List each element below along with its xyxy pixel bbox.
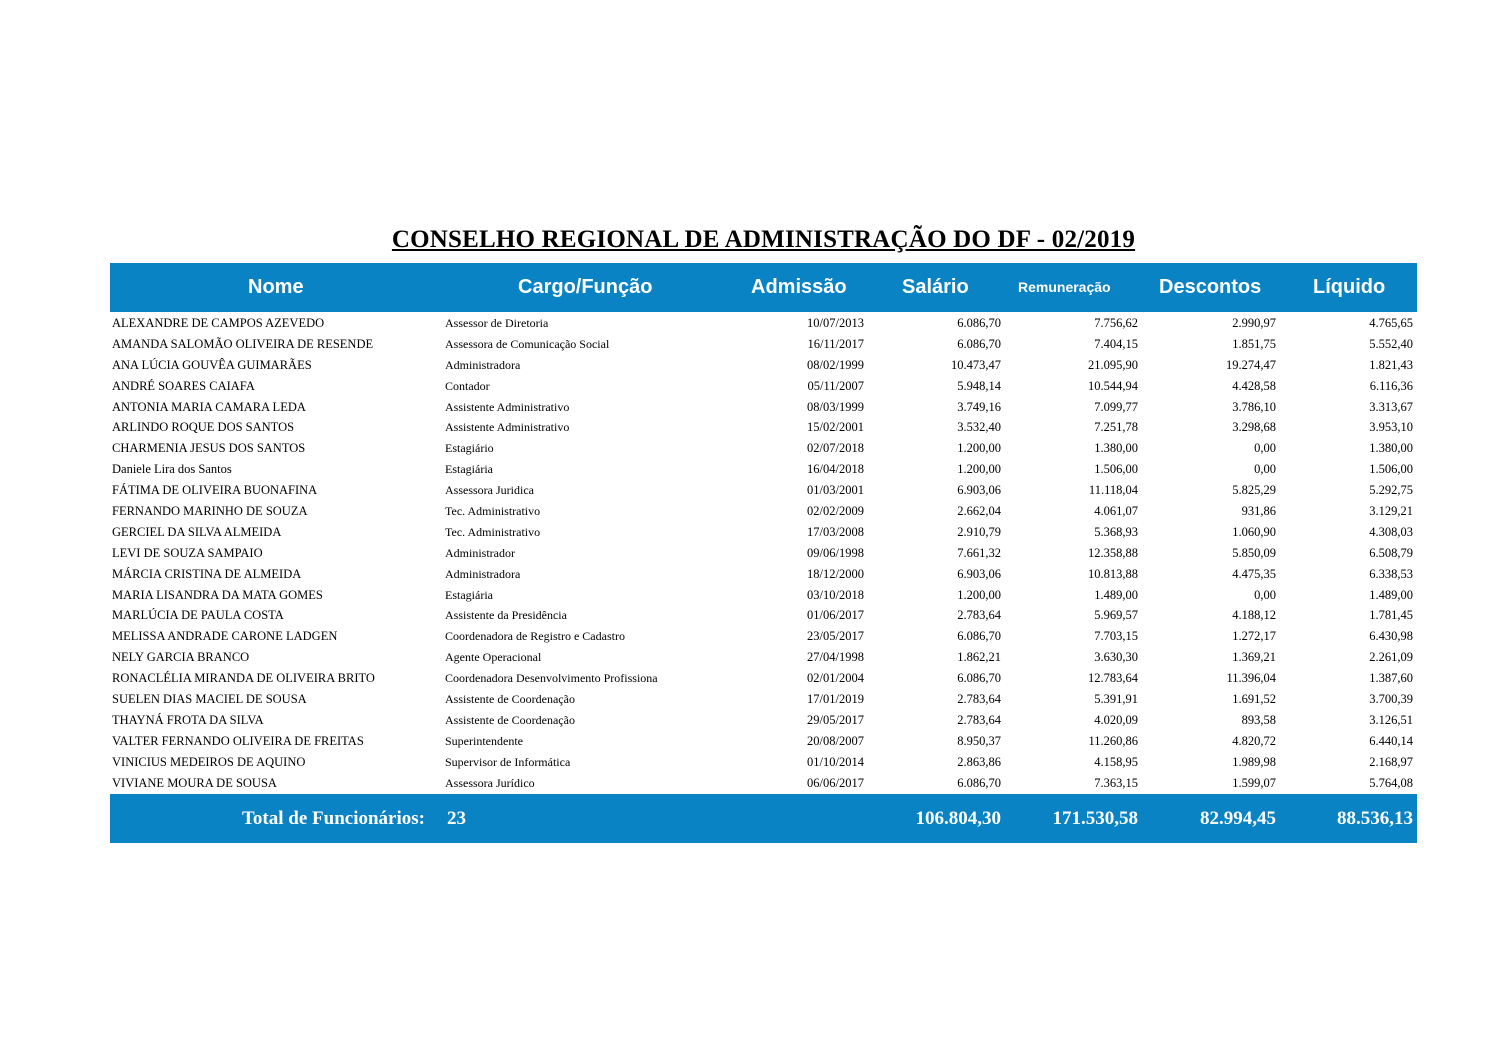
total-liquido: 88.536,13 — [1337, 808, 1413, 829]
cell-liquido: 6.508,79 — [1369, 545, 1413, 560]
column-header-cargo: Cargo/Função — [518, 276, 653, 298]
table-row — [110, 397, 1417, 418]
table-row — [110, 501, 1417, 522]
cell-liquido: 6.116,36 — [1369, 378, 1413, 393]
cell-nome: ANA LÚCIA GOUVÊA GUIMARÃES — [112, 357, 312, 372]
cell-descontos: 1.060,90 — [1232, 524, 1276, 539]
cell-remuneracao: 10.813,88 — [1088, 566, 1138, 581]
cell-liquido: 6.430,98 — [1369, 629, 1413, 644]
cell-salario: 2.662,04 — [957, 504, 1001, 519]
cell-descontos: 2.990,97 — [1232, 316, 1276, 330]
table-row — [110, 689, 1417, 710]
cell-liquido: 3.129,21 — [1369, 504, 1413, 519]
cell-remuneracao: 4.158,95 — [1094, 754, 1138, 769]
cell-liquido: 4.765,65 — [1369, 316, 1413, 330]
cell-descontos: 4.820,72 — [1232, 733, 1276, 748]
cell-admissao: 02/07/2018 — [807, 441, 864, 456]
cell-admissao: 06/06/2017 — [807, 775, 864, 790]
cell-cargo: Tec. Administrativo — [445, 504, 541, 519]
cell-descontos: 1.691,52 — [1232, 692, 1276, 707]
cell-admissao: 08/03/1999 — [807, 399, 864, 414]
cell-admissao: 15/02/2001 — [807, 420, 864, 435]
cell-descontos: 1.851,75 — [1232, 336, 1276, 351]
table-row — [110, 668, 1417, 689]
cell-salario: 1.200,00 — [957, 441, 1001, 456]
cell-descontos: 0,00 — [1254, 587, 1276, 602]
cell-liquido: 5.292,75 — [1369, 483, 1413, 498]
cell-cargo: Assistente da Presidência — [445, 608, 567, 623]
cell-remuneracao: 7.099,77 — [1094, 399, 1138, 414]
cell-descontos: 931,86 — [1241, 504, 1276, 519]
cell-admissao: 02/01/2004 — [807, 671, 864, 686]
cell-remuneracao: 11.118,04 — [1088, 483, 1138, 498]
cell-cargo: Superintendente — [445, 733, 523, 748]
cell-salario: 1.200,00 — [957, 587, 1001, 602]
cell-nome: MARLÚCIA DE PAULA COSTA — [112, 608, 284, 623]
cell-nome: ARLINDO ROQUE DOS SANTOS — [112, 420, 295, 435]
cell-liquido: 3.953,10 — [1369, 420, 1413, 435]
cell-remuneracao: 21.095,90 — [1088, 357, 1138, 372]
cell-liquido: 4.308,03 — [1369, 524, 1413, 539]
cell-salario: 8.950,37 — [957, 733, 1001, 748]
cell-remuneracao: 3.630,30 — [1094, 650, 1138, 665]
cell-cargo: Assistente Administrativo — [445, 399, 570, 414]
cell-admissao: 27/04/1998 — [807, 650, 864, 665]
cell-cargo: Coordenadora de Registro e Cadastro — [445, 629, 625, 644]
cell-admissao: 23/05/2017 — [807, 629, 864, 644]
cell-cargo: Assistente de Coordenação — [445, 712, 575, 727]
cell-salario: 2.783,64 — [957, 692, 1001, 707]
cell-cargo: Administradora — [445, 357, 521, 372]
table-row — [110, 355, 1417, 376]
cell-remuneracao: 1.380,00 — [1094, 441, 1138, 456]
table-body — [110, 313, 1417, 793]
cell-cargo: Administradora — [445, 566, 521, 581]
cell-admissao: 03/10/2018 — [807, 587, 864, 602]
cell-liquido: 5.764,08 — [1369, 775, 1413, 790]
table-row — [110, 459, 1417, 480]
cell-descontos: 19.274,47 — [1226, 357, 1276, 372]
table-row — [110, 647, 1417, 668]
cell-nome: Daniele Lira dos Santos — [112, 462, 232, 477]
cell-cargo: Agente Operacional — [445, 650, 542, 665]
cell-remuneracao: 12.358,88 — [1088, 545, 1138, 560]
cell-salario: 6.903,06 — [957, 566, 1001, 581]
table-row — [110, 752, 1417, 773]
cell-admissao: 09/06/1998 — [807, 545, 864, 560]
cell-remuneracao: 7.363,15 — [1094, 775, 1138, 790]
cell-nome: ANDRÉ SOARES CAIAFA — [112, 378, 255, 393]
cell-descontos: 0,00 — [1254, 462, 1276, 477]
cell-remuneracao: 5.969,57 — [1094, 608, 1138, 623]
cell-admissao: 16/04/2018 — [807, 462, 864, 477]
cell-nome: FÁTIMA DE OLIVEIRA BUONAFINA — [112, 483, 318, 498]
cell-salario: 6.086,70 — [957, 336, 1001, 351]
cell-admissao: 01/06/2017 — [807, 608, 864, 623]
cell-cargo: Contador — [445, 378, 490, 393]
cell-descontos: 1.599,07 — [1232, 775, 1276, 790]
cell-descontos: 11.396,04 — [1226, 671, 1276, 686]
cell-descontos: 5.850,09 — [1232, 545, 1276, 560]
column-header-admissao: Admissão — [751, 276, 847, 298]
cell-remuneracao: 4.061,07 — [1094, 504, 1138, 519]
cell-remuneracao: 1.506,00 — [1094, 462, 1138, 477]
cell-remuneracao: 7.251,78 — [1094, 420, 1138, 435]
table-row — [110, 585, 1417, 606]
cell-remuneracao: 4.020,09 — [1094, 712, 1138, 727]
cell-descontos: 4.188,12 — [1232, 608, 1276, 623]
table-row — [110, 605, 1417, 626]
cell-cargo: Estagiário — [445, 441, 494, 456]
cell-liquido: 3.700,39 — [1369, 692, 1413, 707]
cell-remuneracao: 12.783,64 — [1088, 671, 1138, 686]
cell-liquido: 1.380,00 — [1369, 441, 1413, 456]
cell-nome: CHARMENIA JESUS DOS SANTOS — [112, 441, 306, 456]
table-row — [110, 773, 1417, 794]
cell-salario: 6.086,70 — [957, 629, 1001, 644]
cell-liquido: 6.338,53 — [1369, 566, 1413, 581]
cell-admissao: 29/05/2017 — [807, 712, 864, 727]
total-descontos: 82.994,45 — [1200, 808, 1276, 829]
cell-admissao: 20/08/2007 — [807, 733, 864, 748]
cell-cargo: Assessora Juridica — [445, 483, 534, 498]
cell-admissao: 18/12/2000 — [807, 566, 864, 581]
cell-remuneracao: 7.404,15 — [1094, 336, 1138, 351]
cell-liquido: 1.506,00 — [1369, 462, 1413, 477]
cell-liquido: 3.126,51 — [1369, 712, 1413, 727]
cell-cargo: Coordenadora Desenvolvimento Profissiona — [445, 671, 658, 686]
table-row — [110, 438, 1417, 459]
cell-cargo: Assistente de Coordenação — [445, 692, 575, 707]
cell-descontos: 1.272,17 — [1232, 629, 1276, 644]
cell-nome: SUELEN DIAS MACIEL DE SOUSA — [112, 692, 307, 707]
total-count: 23 — [447, 808, 466, 829]
table-footer — [110, 794, 1417, 843]
cell-salario: 6.086,70 — [957, 775, 1001, 790]
table-row — [110, 710, 1417, 731]
cell-cargo: Assessora Jurídico — [445, 775, 535, 790]
cell-salario: 6.086,70 — [957, 316, 1001, 330]
cell-salario: 2.783,64 — [957, 608, 1001, 623]
cell-admissao: 17/03/2008 — [807, 524, 864, 539]
cell-salario: 5.948,14 — [957, 378, 1001, 393]
cell-salario: 2.863,86 — [957, 754, 1001, 769]
table-row — [110, 417, 1417, 438]
cell-nome: VINICIUS MEDEIROS DE AQUINO — [112, 754, 306, 769]
cell-admissao: 05/11/2007 — [807, 378, 864, 393]
cell-descontos: 3.786,10 — [1232, 399, 1276, 414]
cell-admissao: 16/11/2017 — [807, 336, 864, 351]
table-header — [110, 263, 1417, 312]
cell-salario: 7.661,32 — [957, 545, 1001, 560]
cell-descontos: 5.825,29 — [1232, 483, 1276, 498]
cell-cargo: Assessor de Diretoria — [445, 316, 549, 330]
cell-nome: NELY GARCIA BRANCO — [112, 650, 250, 665]
cell-salario: 10.473,47 — [951, 357, 1001, 372]
cell-nome: ALEXANDRE DE CAMPOS AZEVEDO — [112, 316, 325, 330]
cell-salario: 1.862,21 — [957, 650, 1001, 665]
cell-remuneracao: 11.260,86 — [1088, 733, 1138, 748]
cell-liquido: 6.440,14 — [1369, 733, 1413, 748]
column-header-remuneracao: Remuneração — [1018, 279, 1111, 295]
cell-cargo: Supervisor de Informática — [445, 754, 571, 769]
cell-admissao: 10/07/2013 — [807, 316, 864, 330]
cell-liquido: 1.821,43 — [1369, 357, 1413, 372]
table-row — [110, 376, 1417, 397]
cell-salario: 6.903,06 — [957, 483, 1001, 498]
cell-descontos: 893,58 — [1241, 712, 1276, 727]
cell-descontos: 1.989,98 — [1232, 754, 1276, 769]
cell-salario: 2.783,64 — [957, 712, 1001, 727]
cell-nome: MELISSA ANDRADE CARONE LADGEN — [112, 629, 338, 644]
cell-nome: LEVI DE SOUZA SAMPAIO — [112, 545, 263, 560]
cell-descontos: 0,00 — [1254, 441, 1276, 456]
cell-remuneracao: 7.703,15 — [1094, 629, 1138, 644]
column-header-salario: Salário — [902, 276, 969, 298]
cell-admissao: 01/03/2001 — [807, 483, 864, 498]
cell-salario: 2.910,79 — [957, 524, 1001, 539]
cell-liquido: 2.261,09 — [1369, 650, 1413, 665]
cell-nome: FERNANDO MARINHO DE SOUZA — [112, 504, 308, 519]
cell-admissao: 01/10/2014 — [807, 754, 864, 769]
cell-admissao: 02/02/2009 — [807, 504, 864, 519]
table-row — [110, 564, 1417, 585]
cell-cargo: Estagiária — [445, 462, 493, 477]
total-remuneracao: 171.530,58 — [1052, 808, 1138, 829]
cell-liquido: 5.552,40 — [1369, 336, 1413, 351]
cell-remuneracao: 10.544,94 — [1088, 378, 1138, 393]
cell-cargo: Tec. Administrativo — [445, 524, 541, 539]
cell-liquido: 1.489,00 — [1369, 587, 1413, 602]
cell-salario: 3.532,40 — [957, 420, 1001, 435]
total-salario: 106.804,30 — [915, 808, 1001, 829]
cell-descontos: 1.369,21 — [1232, 650, 1276, 665]
column-header-descontos: Descontos — [1159, 276, 1262, 298]
table-row — [110, 334, 1417, 355]
cell-nome: MÁRCIA CRISTINA DE ALMEIDA — [112, 566, 302, 581]
cell-cargo: Assessora de Comunicação Social — [445, 336, 610, 351]
cell-nome: VALTER FERNANDO OLIVEIRA DE FREITAS — [112, 733, 364, 748]
table-row — [110, 313, 1417, 334]
cell-nome: AMANDA SALOMÃO OLIVEIRA DE RESENDE — [112, 336, 374, 351]
table-row — [110, 731, 1417, 752]
table-row — [110, 522, 1417, 543]
cell-liquido: 1.781,45 — [1369, 608, 1413, 623]
cell-liquido: 3.313,67 — [1369, 399, 1413, 414]
cell-liquido: 2.168,97 — [1369, 754, 1413, 769]
document-title: CONSELHO REGIONAL DE ADMINISTRAÇÃO DO DF - 02/2019 — [391, 226, 1136, 253]
cell-cargo: Estagiária — [445, 587, 493, 602]
cell-admissao: 08/02/1999 — [807, 357, 864, 372]
table-row — [110, 543, 1417, 564]
cell-nome: GERCIEL DA SILVA ALMEIDA — [112, 524, 282, 539]
cell-admissao: 17/01/2019 — [807, 692, 864, 707]
cell-nome: MARIA LISANDRA DA MATA GOMES — [112, 587, 323, 602]
column-header-nome: Nome — [248, 276, 304, 298]
cell-nome: RONACLÉLIA MIRANDA DE OLIVEIRA BRITO — [112, 671, 375, 686]
cell-remuneracao: 5.368,93 — [1094, 524, 1138, 539]
cell-salario: 3.749,16 — [957, 399, 1001, 414]
total-label: Total de Funcionários: — [242, 808, 425, 829]
cell-descontos: 3.298,68 — [1232, 420, 1276, 435]
cell-salario: 1.200,00 — [957, 462, 1001, 477]
cell-liquido: 1.387,60 — [1369, 671, 1413, 686]
cell-remuneracao: 7.756,62 — [1094, 316, 1138, 330]
cell-descontos: 4.475,35 — [1232, 566, 1276, 581]
column-header-liquido: Líquido — [1313, 276, 1386, 298]
cell-salario: 6.086,70 — [957, 671, 1001, 686]
cell-cargo: Assistente Administrativo — [445, 420, 570, 435]
table-row — [110, 626, 1417, 647]
cell-cargo: Administrador — [445, 545, 515, 560]
table-row — [110, 480, 1417, 501]
cell-nome: THAYNÁ FROTA DA SILVA — [112, 712, 264, 727]
cell-descontos: 4.428,58 — [1232, 378, 1276, 393]
cell-remuneracao: 1.489,00 — [1094, 587, 1138, 602]
cell-remuneracao: 5.391,91 — [1094, 692, 1138, 707]
cell-nome: ANTONIA MARIA CAMARA LEDA — [112, 399, 306, 414]
cell-nome: VIVIANE MOURA DE SOUSA — [112, 775, 277, 790]
